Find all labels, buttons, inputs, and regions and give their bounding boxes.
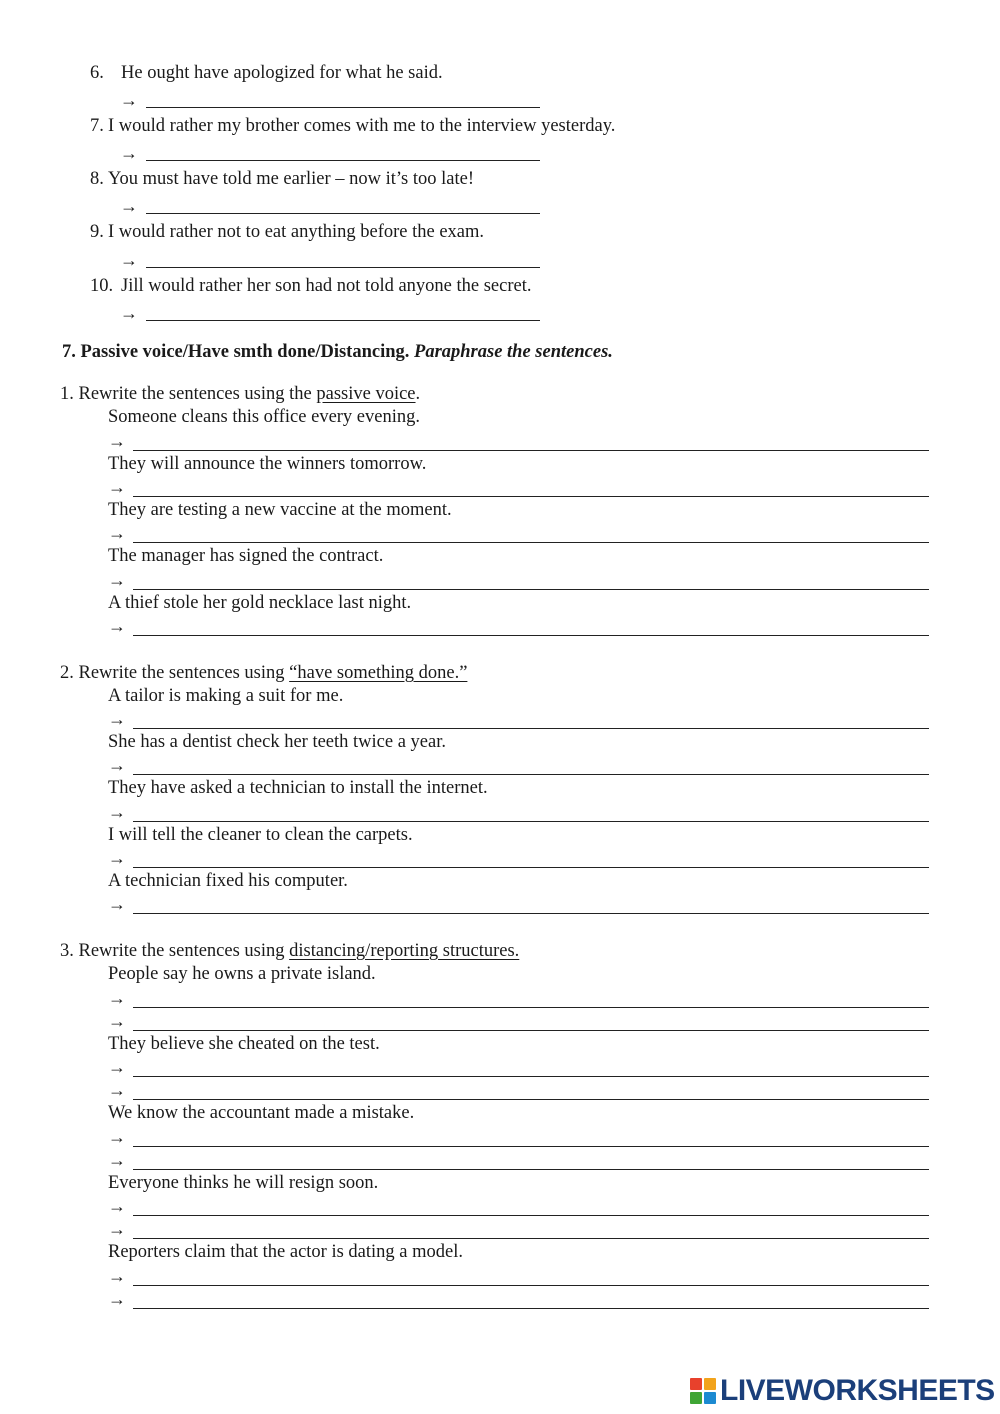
prompt-sentence: They have asked a technician to install the internet. xyxy=(108,778,488,798)
answer-line[interactable] xyxy=(133,728,929,729)
answer-line[interactable] xyxy=(133,1007,929,1008)
item-text: You must have told me earlier – now it’s too late! xyxy=(108,169,475,189)
item-number: 6. xyxy=(90,63,104,83)
answer-line[interactable] xyxy=(146,267,540,268)
arrow-icon: → xyxy=(120,250,138,270)
item-text: Jill would rather her son had not told anyone the secret. xyxy=(121,276,532,296)
arrow-icon: → xyxy=(108,523,126,543)
prompt-sentence: Everyone thinks he will resign soon. xyxy=(108,1173,379,1193)
arrow-icon: → xyxy=(108,431,126,451)
arrow-icon: → xyxy=(108,1057,126,1077)
arrow-icon: → xyxy=(108,1080,126,1100)
logo-text: LIVEWORKSHEETS xyxy=(720,1374,995,1407)
answer-line[interactable] xyxy=(146,160,540,161)
arrow-icon: → xyxy=(108,988,126,1008)
answer-line[interactable] xyxy=(133,542,929,543)
arrow-icon: → xyxy=(108,848,126,868)
part2-heading xyxy=(60,662,467,684)
answer-line[interactable] xyxy=(133,1308,929,1309)
answer-line[interactable] xyxy=(133,496,929,497)
logo-square xyxy=(704,1392,716,1404)
answer-line[interactable] xyxy=(133,1030,929,1031)
section-number: 7. xyxy=(62,342,76,362)
item-text: I would rather my brother comes with me to the interview yesterday. xyxy=(108,116,616,136)
arrow-icon: → xyxy=(108,894,126,914)
prompt-sentence: I will tell the cleaner to clean the carpets. xyxy=(108,825,413,845)
answer-line[interactable] xyxy=(133,635,929,636)
item-number: 9. xyxy=(90,222,104,242)
part-lead: 2. Rewrite the sentences using xyxy=(60,663,290,683)
part-lead: 3. Rewrite the sentences using xyxy=(60,941,290,961)
arrow-icon: → xyxy=(108,1127,126,1147)
prompt-sentence: Reporters claim that the actor is dating a model. xyxy=(108,1242,463,1262)
arrow-icon: → xyxy=(108,755,126,775)
answer-line[interactable] xyxy=(133,1099,929,1100)
part-lead: 1. Rewrite the sentences using the xyxy=(60,384,317,404)
answer-line[interactable] xyxy=(146,213,540,214)
liveworksheets-logo xyxy=(690,1374,995,1408)
arrow-icon: → xyxy=(108,1150,126,1170)
part1-heading xyxy=(60,383,420,405)
item-number: 8. xyxy=(90,169,104,189)
arrow-icon: → xyxy=(108,709,126,729)
answer-line[interactable] xyxy=(133,1238,929,1239)
logo-square xyxy=(690,1392,702,1404)
part3-heading xyxy=(60,940,519,962)
logo-square xyxy=(704,1378,716,1390)
prompt-sentence: A technician fixed his computer. xyxy=(108,871,348,891)
part-key: “have something done.” xyxy=(289,663,468,683)
answer-line[interactable] xyxy=(133,1285,929,1286)
prompt-sentence: They believe she cheated on the test. xyxy=(108,1034,380,1054)
arrow-icon: → xyxy=(120,196,138,216)
answer-line[interactable] xyxy=(133,913,929,914)
prompt-sentence: A thief stole her gold necklace last night. xyxy=(108,593,412,613)
arrow-icon: → xyxy=(120,90,138,110)
part-key: distancing/reporting structures. xyxy=(289,941,520,961)
answer-line[interactable] xyxy=(133,589,929,590)
arrow-icon: → xyxy=(108,616,126,636)
part-key: passive voice xyxy=(316,384,416,404)
answer-line[interactable] xyxy=(146,107,540,108)
logo-square xyxy=(690,1378,702,1390)
logo-squares-icon xyxy=(690,1378,716,1404)
prompt-sentence: The manager has signed the contract. xyxy=(108,546,384,566)
answer-line[interactable] xyxy=(133,1146,929,1147)
arrow-icon: → xyxy=(108,477,126,497)
prompt-sentence: She has a dentist check her teeth twice a year. xyxy=(108,732,446,752)
arrow-icon: → xyxy=(108,1219,126,1239)
prompt-sentence: We know the accountant made a mistake. xyxy=(108,1103,415,1123)
section-heading xyxy=(62,341,613,363)
answer-line[interactable] xyxy=(133,821,929,822)
arrow-icon: → xyxy=(108,802,126,822)
answer-line[interactable] xyxy=(133,774,929,775)
arrow-icon: → xyxy=(108,1011,126,1031)
answer-line[interactable] xyxy=(133,1076,929,1077)
answer-line[interactable] xyxy=(133,1215,929,1216)
arrow-icon: → xyxy=(108,1266,126,1286)
section-instruction: Paraphrase the sentences. xyxy=(414,342,613,362)
arrow-icon: → xyxy=(120,303,138,323)
prompt-sentence: They are testing a new vaccine at the moment. xyxy=(108,500,452,520)
prompt-sentence: A tailor is making a suit for me. xyxy=(108,686,344,706)
item-text: He ought have apologized for what he said. xyxy=(121,63,443,83)
item-text: I would rather not to eat anything before the exam. xyxy=(108,222,485,242)
prompt-sentence: People say he owns a private island. xyxy=(108,964,376,984)
prompt-sentence: Someone cleans this office every evening. xyxy=(108,407,420,427)
answer-line[interactable] xyxy=(133,867,929,868)
answer-line[interactable] xyxy=(146,320,540,321)
arrow-icon: → xyxy=(108,570,126,590)
item-number: 7. xyxy=(90,116,104,136)
part-tail: . xyxy=(415,384,421,404)
item-number: 10. xyxy=(90,276,114,296)
prompt-sentence: They will announce the winners tomorrow. xyxy=(108,454,427,474)
answer-line[interactable] xyxy=(133,450,929,451)
arrow-icon: → xyxy=(108,1289,126,1309)
answer-line[interactable] xyxy=(133,1169,929,1170)
section-title: Passive voice/Have smth done/Distancing. xyxy=(80,342,410,362)
arrow-icon: → xyxy=(120,143,138,163)
arrow-icon: → xyxy=(108,1196,126,1216)
